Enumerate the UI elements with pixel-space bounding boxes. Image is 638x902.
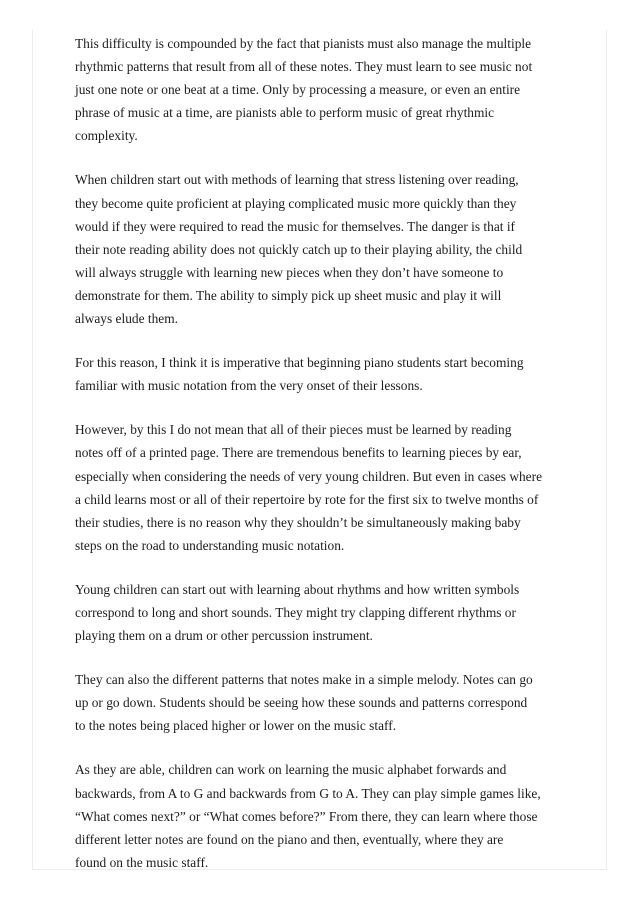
paragraph-4 — [75, 418, 575, 557]
text-line: backwards, from A to G and backwards from G to A. They can play simple games like, — [75, 785, 541, 801]
text-line: This difficulty is compounded by the fact that pianists must also manage the multiple — [75, 36, 532, 51]
paragraph-5 — [75, 578, 575, 647]
text-line: “What comes next?” or “What comes before?” From there, they can learn where those — [75, 808, 538, 824]
text-line: found on the music staff. — [75, 854, 209, 870]
text-line: their note reading ability does not quickly catch up to their playing ability, the child — [75, 241, 523, 257]
text-line: playing them on a drum or other percussion instrument. — [75, 628, 373, 644]
text-line: phrase of music at a time, are pianists able to perform music of great rhythmic — [75, 105, 495, 121]
text-line: As they are able, children can work on learning the music alphabet forwards and — [75, 762, 507, 778]
text-line: notes off of a printed page. There are tremendous benefits to learning pieces by ear, — [75, 445, 522, 461]
text-line: would if they were required to read the music for themselves. The danger is that if — [75, 218, 516, 234]
paragraph-6 — [75, 668, 575, 737]
text-line: familiar with music notation from the very onset of their lessons. — [75, 378, 423, 394]
text-line: correspond to long and short sounds. They might try clapping different rhythms or — [75, 604, 516, 620]
text-line: However, by this I do not mean that all of their pieces must be learned by reading — [75, 422, 512, 438]
text-line: up or go down. Students should be seeing how these sounds and patterns correspond — [75, 695, 528, 711]
text-line: For this reason, I think it is imperative that beginning piano students start becoming — [75, 355, 524, 371]
text-line: different letter notes are found on the piano and then, eventually, where they are — [75, 831, 504, 847]
text-line: They can also the different patterns that notes make in a simple melody. Notes can go — [75, 672, 533, 688]
text-line: When children start out with methods of learning that stress listening over reading, — [75, 172, 519, 188]
text-line: a child learns most or all of their repertoire by rote for the first six to twelve months of — [75, 491, 539, 507]
text-line: demonstrate for them. The ability to simply pick up sheet music and play it will — [75, 287, 502, 303]
text-line: rhythmic patterns that result from all of these notes. They must learn to see music not — [75, 59, 533, 75]
text-line: especially when considering the needs of very young children. But even in cases where — [75, 468, 543, 484]
paragraph-2 — [75, 168, 575, 330]
text-line: to the notes being placed higher or lower on the music staff. — [75, 718, 397, 734]
text-line: they become quite proficient at playing complicated music more quickly than they — [75, 195, 517, 211]
text-line: just one note or one beat at a time. Only by processing a measure, or even an entire — [75, 82, 521, 98]
text-line: will always struggle with learning new pieces when they don’t have someone to — [75, 264, 504, 280]
text-line: complexity. — [75, 128, 138, 144]
text-line: Young children can start out with learning about rhythms and how written symbols — [75, 581, 520, 597]
text-line: steps on the road to understanding music notation. — [75, 537, 345, 553]
text-line: always elude them. — [75, 311, 178, 327]
text-line: their studies, there is no reason why they shouldn’t be simultaneously making baby — [75, 514, 521, 530]
paragraph-7 — [75, 758, 575, 873]
document-body — [75, 32, 575, 895]
paragraph-1 — [75, 32, 575, 147]
paragraph-3 — [75, 351, 575, 397]
